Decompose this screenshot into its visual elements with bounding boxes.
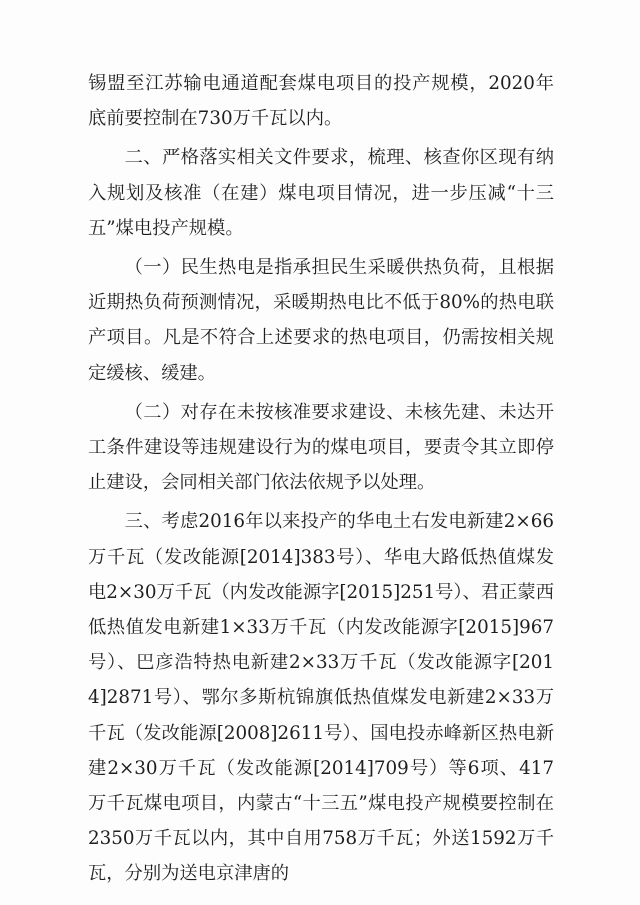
paragraph-item-two: （二）对存在未按核准要求建设、未核先建、未达开工条件建设等违规建设行为的煤电项目，要责令其立即停止建设，会同相关部门依法依规予以处理。 bbox=[88, 401, 554, 494]
paragraph-continuation: 锡盟至江苏输电通道配套煤电项目的投产规模，2020年底前要控制在730万千瓦以内。 bbox=[88, 73, 554, 130]
paragraph-item-one: （一）民生热电是指承担民生采暖供热负荷，且根据近期热负荷预测情况，采暖期热电比不低于80%的热电联产项目。凡是不符合上述要求的热电项目，仍需按相关规定缓核、缓建。 bbox=[88, 257, 554, 384]
paragraph-section-three: 三、考虑2016年以来投产的华电土右发电新建2×66万千瓦（发改能源[2014]383号）、华电大路低热值煤发电2×30万千瓦（内发改能源字[2015]251号）、君正蒙西低热值发电新建1×33万千瓦（内发改能源字[2015]967号）、巴彦浩特热电新建2×33万千瓦（发改能源字[2014]2871号）、鄂尔多斯杭锦旗低热值煤发电新建2×33万千瓦（发改能源[2008]2611号）、国电投赤峰新区热电新建2×30万千瓦（发改能源[2014]709号）等6项、417万千瓦煤电项目，内蒙古“十三五”煤电投产规模要控制在2350万千瓦以内，其中自用758万千瓦；外送1592万千瓦，分别为送电京津唐的 bbox=[88, 511, 554, 885]
paragraph-section-two: 二、严格落实相关文件要求，梳理、核查你区现有纳入规划及核准（在建）煤电项目情况，进一步压减“十三五”煤电投产规模。 bbox=[88, 147, 554, 239]
document-body bbox=[88, 66, 554, 896]
